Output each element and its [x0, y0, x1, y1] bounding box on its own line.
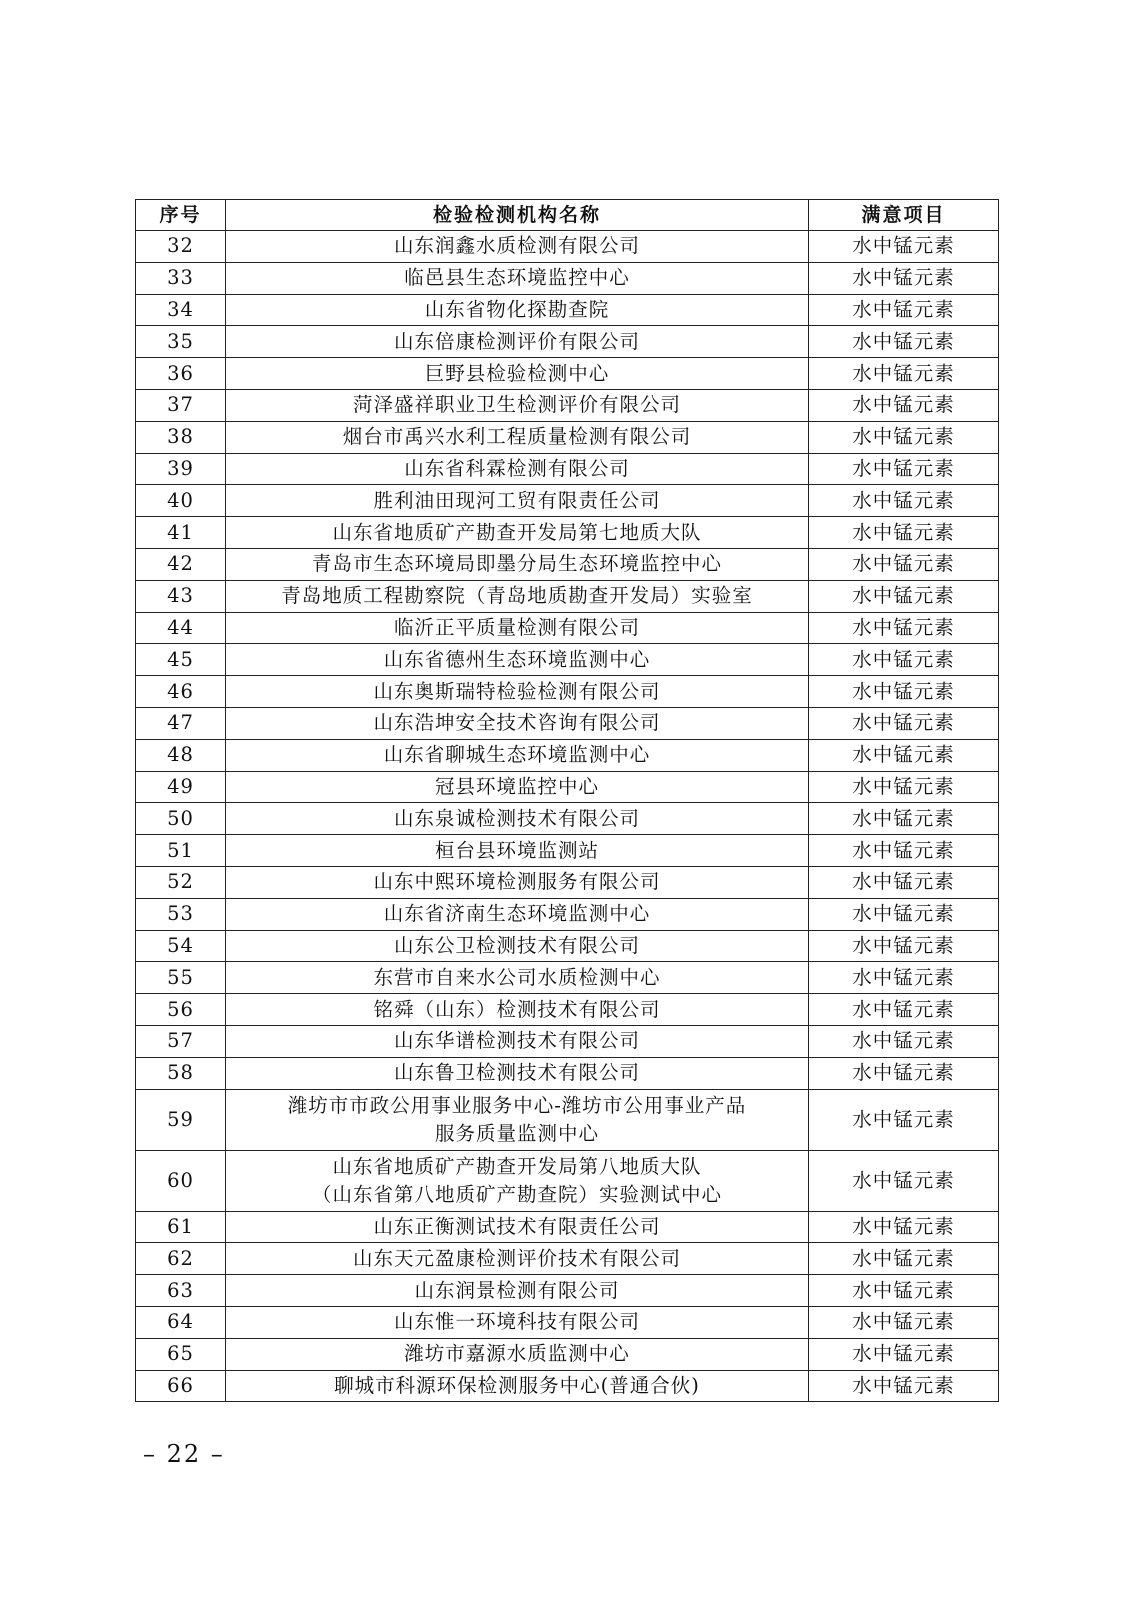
cell-satisfactory-item: 水中锰元素 [809, 580, 999, 612]
page-number: – 22 – [143, 1440, 225, 1468]
cell-serial-number: 58 [136, 1057, 226, 1089]
cell-satisfactory-item: 水中锰元素 [809, 294, 999, 326]
cell-serial-number: 36 [136, 358, 226, 390]
cell-institution-name: 胜利油田现河工贸有限责任公司 [226, 485, 809, 517]
cell-institution-name: 山东正衡测试技术有限责任公司 [226, 1211, 809, 1243]
table-row [136, 294, 999, 326]
cell-institution-name: 山东省地质矿产勘查开发局第七地质大队 [226, 517, 809, 549]
table-row [136, 453, 999, 485]
header-institution-name: 检验检测机构名称 [226, 200, 809, 231]
table-row [136, 262, 999, 294]
cell-serial-number: 61 [136, 1211, 226, 1243]
cell-serial-number: 63 [136, 1275, 226, 1307]
cell-satisfactory-item: 水中锰元素 [809, 1306, 999, 1338]
cell-satisfactory-item: 水中锰元素 [809, 358, 999, 390]
cell-institution-name: 菏泽盛祥职业卫生检测评价有限公司 [226, 389, 809, 421]
cell-serial-number: 33 [136, 262, 226, 294]
cell-serial-number: 32 [136, 231, 226, 263]
cell-institution-name: 山东浩坤安全技术咨询有限公司 [226, 707, 809, 739]
institution-name-line-2: 服务质量监测中心 [434, 1121, 599, 1145]
table-row [136, 994, 999, 1026]
cell-serial-number: 47 [136, 707, 226, 739]
cell-serial-number: 51 [136, 835, 226, 867]
table-row [136, 1370, 999, 1402]
header-row [136, 200, 999, 231]
cell-serial-number: 57 [136, 1025, 226, 1057]
cell-satisfactory-item: 水中锰元素 [809, 612, 999, 644]
cell-satisfactory-item: 水中锰元素 [809, 1057, 999, 1089]
cell-satisfactory-item: 水中锰元素 [809, 389, 999, 421]
cell-satisfactory-item: 水中锰元素 [809, 1338, 999, 1370]
cell-satisfactory-item: 水中锰元素 [809, 485, 999, 517]
table-row [136, 771, 999, 803]
cell-institution-name: 山东中熙环境检测服务有限公司 [226, 866, 809, 898]
table-row [136, 1150, 999, 1211]
cell-satisfactory-item: 水中锰元素 [809, 548, 999, 580]
cell-satisfactory-item: 水中锰元素 [809, 771, 999, 803]
cell-satisfactory-item: 水中锰元素 [809, 835, 999, 867]
cell-satisfactory-item: 水中锰元素 [809, 1089, 999, 1150]
cell-satisfactory-item: 水中锰元素 [809, 1275, 999, 1307]
cell-satisfactory-item: 水中锰元素 [809, 231, 999, 263]
table-row [136, 517, 999, 549]
cell-satisfactory-item: 水中锰元素 [809, 1025, 999, 1057]
table-row [136, 548, 999, 580]
cell-satisfactory-item: 水中锰元素 [809, 1150, 999, 1211]
cell-satisfactory-item: 水中锰元素 [809, 803, 999, 835]
cell-satisfactory-item: 水中锰元素 [809, 1211, 999, 1243]
cell-institution-name: 山东华谱检测技术有限公司 [226, 1025, 809, 1057]
table-row [136, 1306, 999, 1338]
table-row [136, 1275, 999, 1307]
cell-institution-name [226, 1089, 809, 1150]
cell-institution-name: 山东泉诚检测技术有限公司 [226, 803, 809, 835]
cell-institution-name: 山东润景检测有限公司 [226, 1275, 809, 1307]
table-row [136, 1057, 999, 1089]
cell-institution-name: 冠县环境监控中心 [226, 771, 809, 803]
cell-serial-number: 44 [136, 612, 226, 644]
cell-satisfactory-item: 水中锰元素 [809, 262, 999, 294]
table-row [136, 676, 999, 708]
cell-institution-name [226, 1150, 809, 1211]
cell-satisfactory-item: 水中锰元素 [809, 676, 999, 708]
header-serial-number: 序号 [136, 200, 226, 231]
cell-institution-name: 山东省科霖检测有限公司 [226, 453, 809, 485]
table-body [136, 231, 999, 1402]
cell-institution-name: 青岛地质工程勘察院（青岛地质勘查开发局）实验室 [226, 580, 809, 612]
cell-serial-number: 40 [136, 485, 226, 517]
cell-serial-number: 41 [136, 517, 226, 549]
cell-serial-number: 65 [136, 1338, 226, 1370]
cell-institution-name: 山东润鑫水质检测有限公司 [226, 231, 809, 263]
cell-serial-number: 56 [136, 994, 226, 1026]
cell-institution-name: 山东天元盈康检测评价技术有限公司 [226, 1243, 809, 1275]
cell-satisfactory-item: 水中锰元素 [809, 866, 999, 898]
cell-institution-name: 桓台县环境监测站 [226, 835, 809, 867]
table-row [136, 866, 999, 898]
cell-serial-number: 60 [136, 1150, 226, 1211]
cell-serial-number: 55 [136, 962, 226, 994]
table-header [136, 200, 999, 231]
cell-serial-number: 66 [136, 1370, 226, 1402]
cell-serial-number: 42 [136, 548, 226, 580]
table-row [136, 835, 999, 867]
cell-satisfactory-item: 水中锰元素 [809, 930, 999, 962]
table-row [136, 1243, 999, 1275]
cell-serial-number: 54 [136, 930, 226, 962]
cell-satisfactory-item: 水中锰元素 [809, 898, 999, 930]
cell-institution-name: 青岛市生态环境局即墨分局生态环境监控中心 [226, 548, 809, 580]
institution-name-line-2: （山东省第八地质矿产勘查院）实验测试中心 [311, 1182, 722, 1206]
table-row [136, 326, 999, 358]
cell-institution-name: 山东省济南生态环境监测中心 [226, 898, 809, 930]
cell-institution-name: 山东公卫检测技术有限公司 [226, 930, 809, 962]
cell-serial-number: 35 [136, 326, 226, 358]
table-row [136, 898, 999, 930]
cell-serial-number: 59 [136, 1089, 226, 1150]
cell-serial-number: 62 [136, 1243, 226, 1275]
cell-satisfactory-item: 水中锰元素 [809, 421, 999, 453]
cell-institution-name: 山东倍康检测评价有限公司 [226, 326, 809, 358]
cell-institution-name: 烟台市禹兴水利工程质量检测有限公司 [226, 421, 809, 453]
cell-satisfactory-item: 水中锰元素 [809, 453, 999, 485]
table-row [136, 644, 999, 676]
cell-institution-name: 山东省德州生态环境监测中心 [226, 644, 809, 676]
cell-satisfactory-item: 水中锰元素 [809, 739, 999, 771]
header-satisfactory-item: 满意项目 [809, 200, 999, 231]
cell-satisfactory-item: 水中锰元素 [809, 326, 999, 358]
cell-serial-number: 49 [136, 771, 226, 803]
cell-satisfactory-item: 水中锰元素 [809, 1370, 999, 1402]
cell-institution-name: 山东省物化探勘查院 [226, 294, 809, 326]
cell-satisfactory-item: 水中锰元素 [809, 644, 999, 676]
cell-institution-name: 山东奥斯瑞特检验检测有限公司 [226, 676, 809, 708]
cell-satisfactory-item: 水中锰元素 [809, 994, 999, 1026]
cell-institution-name: 临邑县生态环境监控中心 [226, 262, 809, 294]
table-row [136, 612, 999, 644]
table-row [136, 739, 999, 771]
cell-serial-number: 45 [136, 644, 226, 676]
cell-serial-number: 64 [136, 1306, 226, 1338]
table-row [136, 580, 999, 612]
cell-institution-name: 山东省聊城生态环境监测中心 [226, 739, 809, 771]
table-row [136, 231, 999, 263]
cell-serial-number: 46 [136, 676, 226, 708]
table-row [136, 1338, 999, 1370]
cell-serial-number: 37 [136, 389, 226, 421]
cell-institution-name: 铭舜（山东）检测技术有限公司 [226, 994, 809, 1026]
cell-serial-number: 38 [136, 421, 226, 453]
table-row [136, 421, 999, 453]
table-row [136, 962, 999, 994]
table-row [136, 1025, 999, 1057]
cell-institution-name: 临沂正平质量检测有限公司 [226, 612, 809, 644]
cell-satisfactory-item: 水中锰元素 [809, 517, 999, 549]
cell-institution-name: 山东惟一环境科技有限公司 [226, 1306, 809, 1338]
results-table [135, 199, 999, 1402]
table-row [136, 930, 999, 962]
cell-serial-number: 48 [136, 739, 226, 771]
cell-institution-name: 山东鲁卫检测技术有限公司 [226, 1057, 809, 1089]
cell-satisfactory-item: 水中锰元素 [809, 1243, 999, 1275]
table-row [136, 803, 999, 835]
table-row [136, 485, 999, 517]
table-row [136, 1211, 999, 1243]
cell-satisfactory-item: 水中锰元素 [809, 707, 999, 739]
institution-name-line-1: 潍坊市市政公用事业服务中心-潍坊市公用事业产品 [287, 1093, 747, 1117]
table-row [136, 358, 999, 390]
cell-serial-number: 43 [136, 580, 226, 612]
cell-serial-number: 50 [136, 803, 226, 835]
table-row [136, 707, 999, 739]
cell-serial-number: 52 [136, 866, 226, 898]
cell-serial-number: 39 [136, 453, 226, 485]
cell-serial-number: 34 [136, 294, 226, 326]
cell-institution-name: 东营市自来水公司水质检测中心 [226, 962, 809, 994]
cell-serial-number: 53 [136, 898, 226, 930]
cell-institution-name: 聊城市科源环保检测服务中心(普通合伙) [226, 1370, 809, 1402]
cell-institution-name: 潍坊市嘉源水质监测中心 [226, 1338, 809, 1370]
cell-satisfactory-item: 水中锰元素 [809, 962, 999, 994]
cell-institution-name: 巨野县检验检测中心 [226, 358, 809, 390]
table-row [136, 1089, 999, 1150]
table-row [136, 389, 999, 421]
institution-name-line-1: 山东省地质矿产勘查开发局第八地质大队 [332, 1154, 702, 1178]
